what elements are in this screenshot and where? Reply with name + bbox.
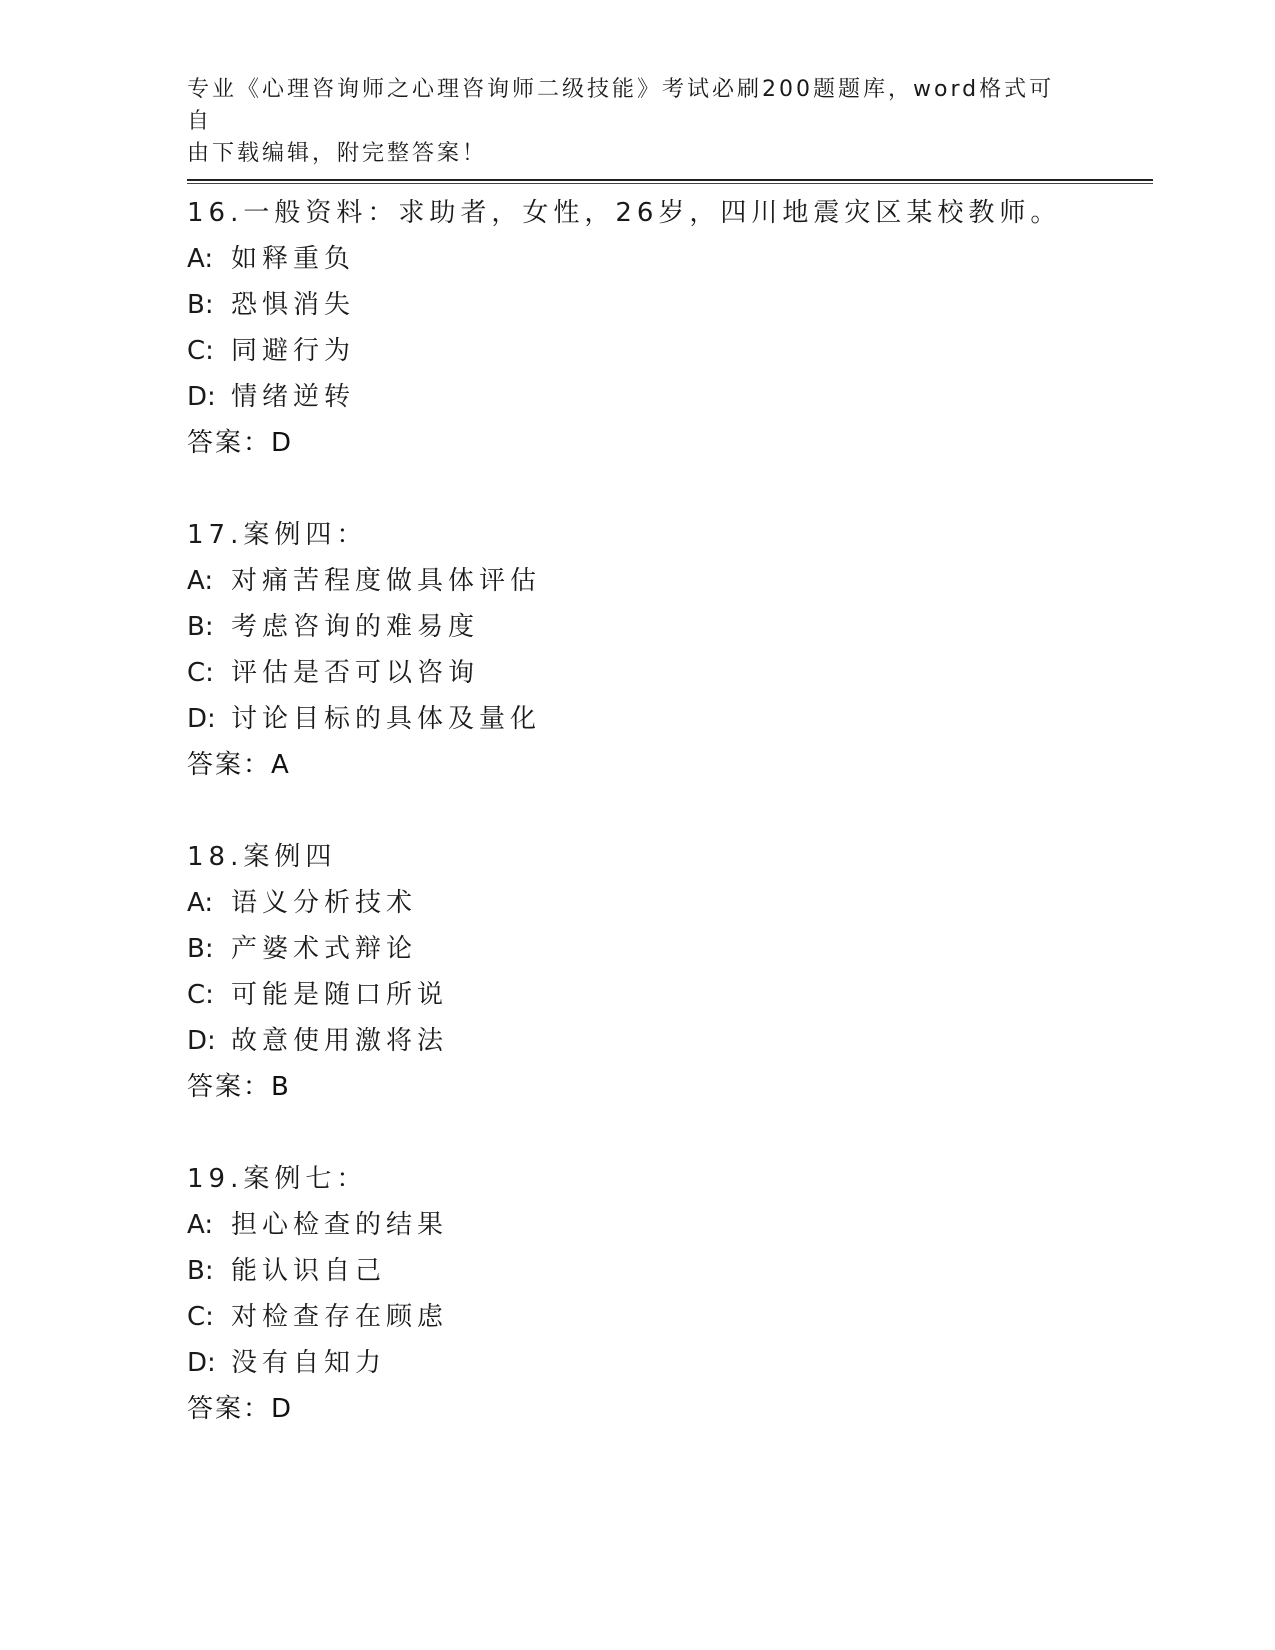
question-stem: 18.案例四 [187,842,337,872]
document-header [187,74,1067,170]
option-letter: C: [187,1302,214,1332]
option-text: 如释重负 [231,244,356,274]
option-text: 考虑咨询的难易度 [231,612,480,642]
option-letter: B: [187,1256,214,1286]
answer-label: 答案： [187,1072,272,1102]
question-stem: 16.一般资料：求助者，女性，26岁，四川地震灾区某校教师。 [187,198,1062,228]
option-d [187,374,1153,420]
option-letter: A: [187,244,214,274]
question-stem: 19.案例七： [187,1164,368,1194]
option-letter: A: [187,1210,214,1240]
option-text: 对检查存在顾虑 [231,1302,449,1332]
option-c [187,650,1153,696]
option-letter: C: [187,980,214,1010]
option-a [187,558,1153,604]
option-text: 同避行为 [231,336,356,366]
answer-label: 答案： [187,1394,272,1424]
option-b [187,282,1153,328]
option-letter: D: [187,1026,216,1056]
option-d [187,1340,1153,1386]
option-b [187,604,1153,650]
option-text: 情绪逆转 [231,382,356,412]
header-line-2: 由下载编辑，附完整答案！ [187,141,488,166]
answer-label: 答案： [187,750,272,780]
option-text: 能认识自己 [231,1256,387,1286]
option-letter: B: [187,290,214,320]
answer-value: A [271,750,289,780]
option-letter: B: [187,934,214,964]
option-c [187,1294,1153,1340]
option-letter: D: [187,704,216,734]
option-c [187,328,1153,374]
option-text: 对痛苦程度做具体评估 [231,566,542,596]
answer-line [187,742,1153,788]
option-letter: C: [187,658,214,688]
option-text: 产婆术式辩论 [231,934,418,964]
option-a [187,236,1153,282]
question-18 [187,834,1153,1110]
answer-line [187,420,1153,466]
option-letter: A: [187,566,214,596]
option-a [187,1202,1153,1248]
question-list [187,190,1153,1478]
option-letter: A: [187,888,214,918]
question-16 [187,190,1153,466]
option-text: 评估是否可以咨询 [231,658,480,688]
option-c [187,972,1153,1018]
header-line-1: 专业《心理咨询师之心理咨询师二级技能》考试必刷200题题库，word格式可自 [187,77,1055,134]
question-stem: 17.案例四： [187,520,368,550]
answer-line [187,1064,1153,1110]
header-divider-thick [187,179,1153,181]
option-d [187,696,1153,742]
option-letter: D: [187,1348,216,1378]
option-d [187,1018,1153,1064]
option-text: 恐惧消失 [231,290,356,320]
option-letter: C: [187,336,214,366]
option-text: 可能是随口所说 [231,980,449,1010]
answer-line [187,1386,1153,1432]
question-19 [187,1156,1153,1432]
header-divider-thin [187,183,1153,184]
answer-value: D [271,1394,292,1424]
option-text: 故意使用激将法 [231,1026,449,1056]
option-text: 讨论目标的具体及量化 [231,704,542,734]
option-text: 语义分析技术 [231,888,418,918]
option-b [187,926,1153,972]
option-text: 没有自知力 [231,1348,387,1378]
question-17 [187,512,1153,788]
option-letter: B: [187,612,214,642]
answer-label: 答案： [187,428,272,458]
option-b [187,1248,1153,1294]
answer-value: B [271,1072,289,1102]
option-a [187,880,1153,926]
option-text: 担心检查的结果 [231,1210,449,1240]
option-letter: D: [187,382,216,412]
answer-value: D [271,428,292,458]
